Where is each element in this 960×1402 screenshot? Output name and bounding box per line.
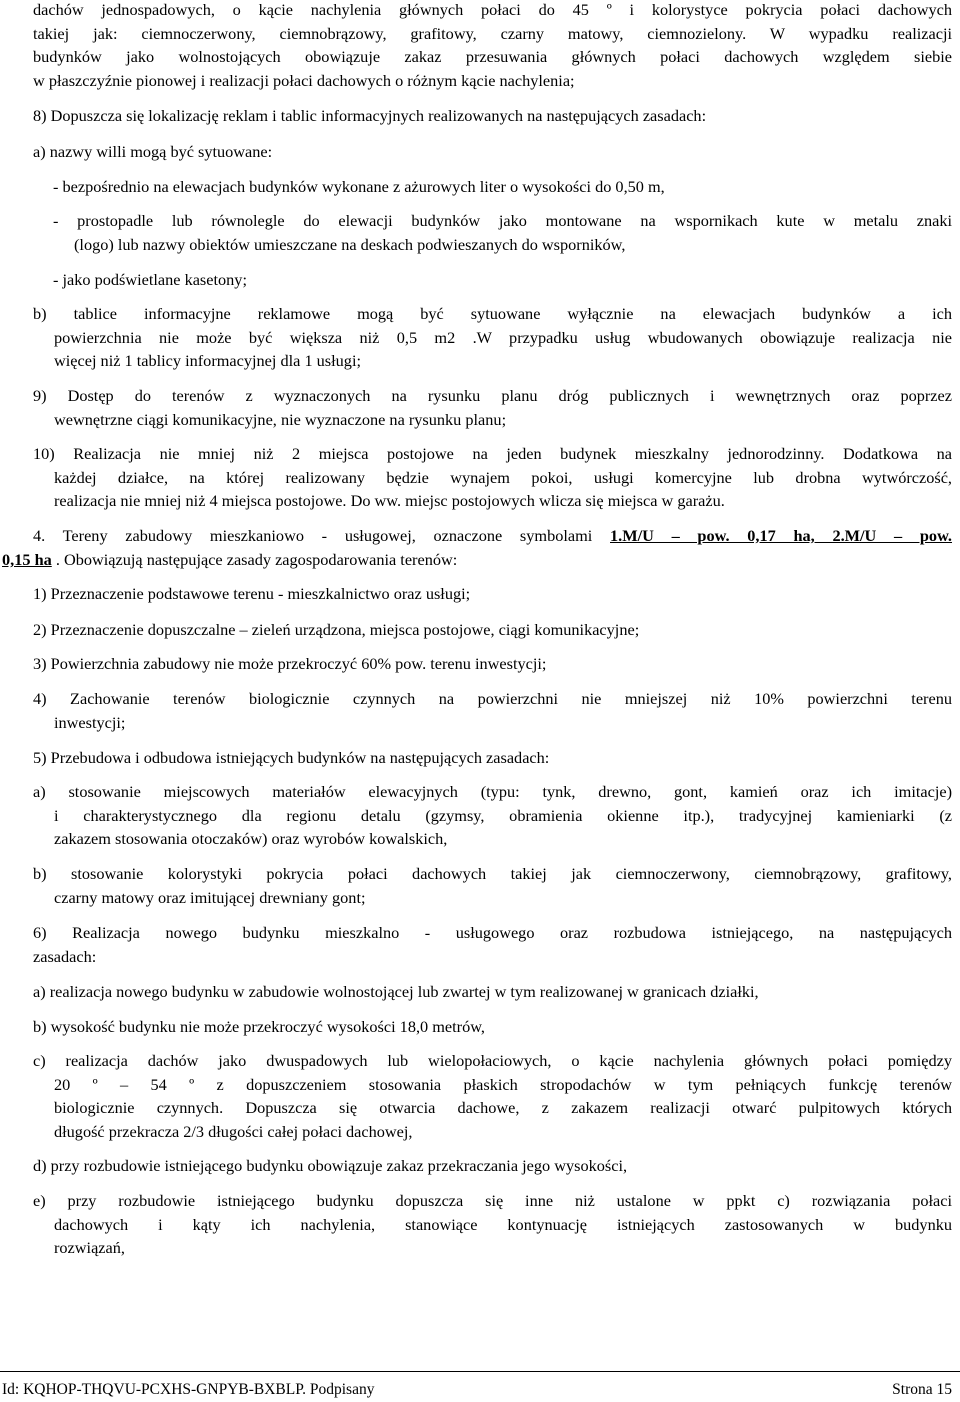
text-line: i charakterystycznego dla regionu detalu (gzymsy, obramienia okienne itp.), tradycyjnej kamieniarki (z <box>54 805 952 825</box>
text-line: b) tablice informacyjne reklamowe mogą być sytuowane wyłącznie na elewacjach budynków a ich <box>33 304 952 323</box>
item-6a <box>33 980 952 1004</box>
item-3 <box>33 652 952 676</box>
text-line: (logo) lub nazwy obiektów umieszczane na deskach podwieszanych do wsporników, <box>74 234 626 254</box>
paragraph-roof-colors <box>33 0 952 92</box>
text-line: a) nazwy willi mogą być sytuowane: <box>33 142 273 161</box>
text-line: - prostopadle lub równolegle do elewacji budynków jako montowane na wspornikach kute w metalu znaki <box>53 211 952 230</box>
text-line: 3) Powierzchnia zabudowy nie może przekroczyć 60% pow. terenu inwestycji; <box>33 654 547 673</box>
text-line: 20 º – 54 º z dopuszczeniem stosowania płaskich stropodachów w tym pełniących funkcję terenów <box>54 1074 952 1094</box>
text-line: realizacja nie mniej niż 4 miejsca postojowe. Do ww. miejsc postojowych wlicza się miejsca w garażu. <box>54 491 725 510</box>
text-line: a) stosowanie miejscowych materiałów elewacyjnych (typu: tynk, drewno, gont, kamień oraz ich imitacje) <box>33 782 952 801</box>
item-6d <box>33 1154 952 1178</box>
item-6b <box>33 1015 952 1039</box>
text-line: czarny matowy oraz imitującej drewniany gont; <box>54 887 366 907</box>
paragraph-8a-dash2 <box>53 209 952 256</box>
section-4-intro: 4. Tereny zabudowy mieszkaniowo - usługowej, oznaczone symbolami <box>33 526 611 545</box>
paragraph-8-heading <box>33 104 952 128</box>
text-line: c) realizacja dachów jako dwuspadowych lub wielopołaciowych, o kącie nachylenia głównych połaci pomiędzy <box>33 1051 952 1070</box>
text-line: dachów jednospadowych, o kącie nachylenia głównych połaci do 45 º i kolorystyce pokrycia połaci dachowych <box>33 0 952 19</box>
text-line: a) realizacja nowego budynku w zabudowie wolnostojącej lub zwartej w tym realizowanej w granicach działki, <box>33 982 759 1001</box>
item-1 <box>33 582 952 606</box>
paragraph-8a <box>33 140 952 164</box>
text-line: 8) Dopuszcza się lokalizację reklam i tablic informacyjnych realizowanych na następujących zasadach: <box>33 106 707 125</box>
text-line: takiej jak: ciemnoczerwony, ciemnobrązowy, grafitowy, czarny matowy, ciemnozielony. W wypadku realizacji <box>33 23 952 43</box>
page-footer <box>0 1371 960 1401</box>
text-line <box>33 524 952 548</box>
text-line: więcej niż 1 tablicy informacyjnej dla 1 usługi; <box>54 351 361 370</box>
text-line: długość przekracza 2/3 długości całej połaci dachowej, <box>54 1121 413 1141</box>
text-line: biologicznie czynnych. Dopuszcza się otwarcia dachowe, z zakazem realizacji otwarć pulpitowych których <box>54 1098 952 1117</box>
item-2 <box>33 618 952 642</box>
text-line: każdej działce, na której realizowany będzie wynajem pokoi, usługi komercyjne lub drobna wytwórczość, <box>54 467 952 487</box>
text-line: b) wysokość budynku nie może przekroczyć wysokości 18,0 metrów, <box>33 1017 485 1036</box>
item-6e <box>33 1189 952 1260</box>
text-line: 4) Zachowanie terenów biologicznie czynnych na powierzchni nie mniejszej niż 10% powierzchni terenu <box>33 689 952 708</box>
text-line: powierzchnia nie może być większa niż 0,5 m2 .W przypadku usług wbudowanych obowiązuje realizacja nie <box>54 327 952 347</box>
text-line: - bezpośrednio na elewacjach budynków wykonane z ażurowych liter o wysokości do 0,50 m, <box>53 177 665 196</box>
item-5b <box>33 862 952 909</box>
text-line: dachowych i kąty ich nachylenia, stanowiące kontynuację istniejących zastosowanych w budynku <box>54 1214 952 1234</box>
text-line: 10) Realizacja nie mniej niż 2 miejsca postojowe na jeden budynek mieszkalny jednorodzinny. Dodatkowa na <box>33 444 952 463</box>
paragraph-8a-dash1 <box>53 175 952 199</box>
item-6c <box>33 1049 952 1143</box>
document-id: Id: KQHOP-THQVU-PCXHS-GNPYB-BXBLP. Podpisany <box>2 1381 375 1398</box>
text-line: d) przy rozbudowie istniejącego budynku obowiązuje zakaz przekraczania jego wysokości, <box>33 1156 628 1175</box>
text-line: 9) Dostęp do terenów z wyznaczonych na rysunku planu dróg publicznych i wewnętrznych oraz poprzez <box>33 386 952 405</box>
paragraph-8a-dash3 <box>53 268 952 292</box>
paragraph-8b <box>33 302 952 373</box>
item-5a <box>33 780 952 851</box>
text-line: 6) Realizacja nowego budynku mieszkalno - usługowego oraz rozbudowa istniejącego, na następujących <box>33 923 952 942</box>
text-line: w płaszczyźnie pionowej i realizacji połaci dachowych o różnym kącie nachylenia; <box>33 70 575 90</box>
text-line: - jako podświetlane kasetony; <box>53 270 247 289</box>
text-line: 1) Przeznaczenie podstawowe terenu - mieszkalnictwo oraz usługi; <box>33 584 471 603</box>
item-5 <box>33 746 952 770</box>
section-4-rules-intro: . Obowiązują następujące zasady zagospodarowania terenów: <box>51 550 458 569</box>
text-line: inwestycji; <box>54 712 126 732</box>
page-number: Strona 15 <box>892 1381 952 1398</box>
section-4-symbols-1: 1.M/U – pow. 0,17 ha, 2.M/U – pow. <box>610 526 952 545</box>
text-line <box>2 548 952 572</box>
paragraph-9 <box>33 384 952 431</box>
text-line: rozwiązań, <box>54 1238 125 1257</box>
text-line: zasadach: <box>33 946 97 966</box>
item-4 <box>33 687 952 734</box>
section-4-heading <box>33 524 952 548</box>
text-line: b) stosowanie kolorystyki pokrycia połaci dachowych takiej jak ciemnoczerwony, ciemnobrązowy, grafitowy, <box>33 864 952 883</box>
paragraph-10 <box>33 442 952 513</box>
text-line: budynków jako wolnostojących obowiązuje zakaz przesuwania głównych połaci dachowych względem siebie <box>33 47 952 66</box>
section-4-heading-cont <box>2 548 952 572</box>
text-line: e) przy rozbudowie istniejącego budynku dopuszcza się inne niż ustalone w ppkt c) rozwiązania połaci <box>33 1191 952 1210</box>
item-6 <box>33 921 952 968</box>
text-line: 2) Przeznaczenie dopuszczalne – zieleń urządzona, miejsca postojowe, ciągi komunikacyjne; <box>33 620 640 639</box>
text-line: 5) Przebudowa i odbudowa istniejących budynków na następujących zasadach: <box>33 748 550 767</box>
text-line: wewnętrzne ciągi komunikacyjne, nie wyznaczone na rysunku planu; <box>54 409 507 429</box>
section-4-symbols-2: 0,15 ha <box>2 550 52 569</box>
text-line: zakazem stosowania otoczaków) oraz wyrobów kowalskich, <box>54 829 448 848</box>
